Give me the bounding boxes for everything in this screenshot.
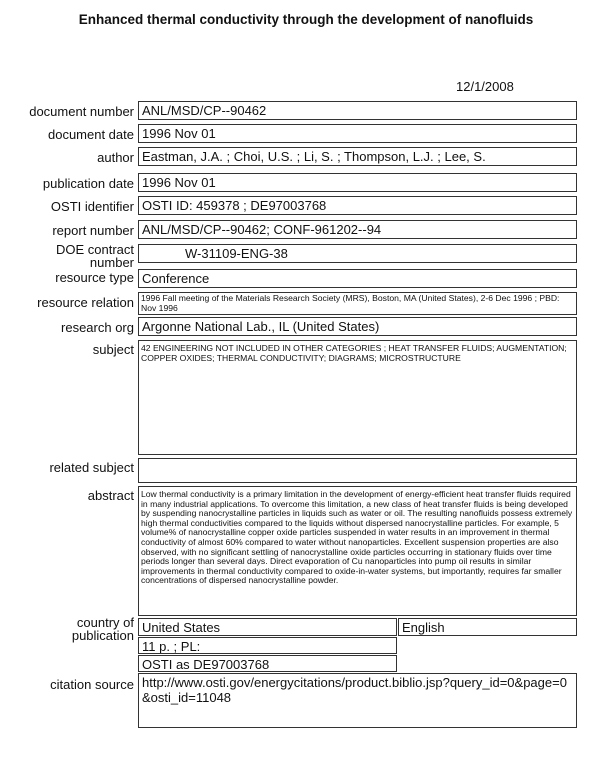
related-subject-field[interactable] (138, 458, 577, 483)
publication-date-label: publication date (42, 176, 134, 191)
resource-type-field[interactable]: Conference (138, 269, 577, 288)
abstract-field[interactable]: Low thermal conductivity is a primary limitation in the development of energy-efficient heat transfer fluids required in many industrial applications. To overcome this limitation, a new class of heat transfer fluids is being developed by suspending nanocrystalline particles in liquids such as water or oil. The resulting nanofluids possess extremely high thermal conductivities compared to the liquids without dispersed nanocrystalline particles. For example, 5 volume% of nanocrystalline copper oxide particles suspended in water results in an improvement in thermal conductivity of almost 60% compared to water without nanoparticles. Excellent suspension properties are also observed, with no significant settling of nanocrystalline oxide particles occurring in stationary fluids over time periods longer than several days. Direct evaporation of Cu nanoparticles into pump oil results in similar improvements in thermal conductivity compared to oxide-in-water systems, but importantly, requires far smaller concentrations of dispersed nanocrystalline powder. (138, 486, 577, 616)
country-label-line2: publication (71, 628, 134, 643)
report-number-field[interactable]: ANL/MSD/CP--90462; CONF-961202--94 (138, 220, 577, 239)
resource-type-label: resource type (55, 270, 134, 285)
abstract-label: abstract (87, 488, 134, 503)
print-date: 12/1/2008 (456, 79, 514, 94)
report-number-label: report number (52, 223, 134, 238)
country-field[interactable]: United States (138, 618, 397, 636)
osti-identifier-label: OSTI identifier (50, 199, 134, 214)
document-number-field[interactable]: ANL/MSD/CP--90462 (138, 101, 577, 120)
citation-source-field[interactable]: http://www.osti.gov/energycitations/product.biblio.jsp?query_id=0&page=0&osti_id=11048 (138, 673, 577, 728)
subject-field[interactable]: 42 ENGINEERING NOT INCLUDED IN OTHER CATEGORIES ; HEAT TRANSFER FLUIDS; AUGMENTATION; COPPER OXIDES; THERMAL CONDUCTIVITY; DIAGRAMS; MICROSTRUCTURE (138, 340, 577, 455)
availability-field[interactable]: OSTI as DE97003768 (138, 655, 397, 672)
country-label: country of (76, 615, 134, 630)
document-date-field[interactable]: 1996 Nov 01 (138, 124, 577, 143)
author-field[interactable]: Eastman, J.A. ; Choi, U.S. ; Li, S. ; Thompson, L.J. ; Lee, S. (138, 147, 577, 166)
research-org-field[interactable]: Argonne National Lab., IL (United States) (138, 317, 577, 336)
subject-label: subject (92, 342, 134, 357)
doe-contract-label: DOE contract (55, 242, 134, 257)
format-field[interactable]: 11 p. ; PL: (138, 637, 397, 654)
publication-date-field[interactable]: 1996 Nov 01 (138, 173, 577, 192)
author-label: author (97, 150, 134, 165)
osti-identifier-field[interactable]: OSTI ID: 459378 ; DE97003768 (138, 196, 577, 215)
citation-source-label: citation source (50, 677, 134, 692)
resource-relation-label: resource relation (37, 295, 134, 310)
page-title: Enhanced thermal conductivity through the development of nanofluids (78, 12, 534, 27)
research-org-label: research org (61, 320, 134, 335)
document-date-label: document date (47, 127, 134, 142)
related-subject-label: related subject (49, 460, 134, 475)
resource-relation-field[interactable]: 1996 Fall meeting of the Materials Research Society (MRS), Boston, MA (United States), 2-6 Dec 1996 ; PBD: Nov 1996 (138, 292, 577, 315)
doe-contract-number-field[interactable]: W-31109-ENG-38 (138, 244, 577, 263)
doe-contract-label-line2: number (89, 255, 134, 270)
language-field[interactable]: English (398, 618, 577, 636)
document-number-label: document number (29, 104, 134, 119)
